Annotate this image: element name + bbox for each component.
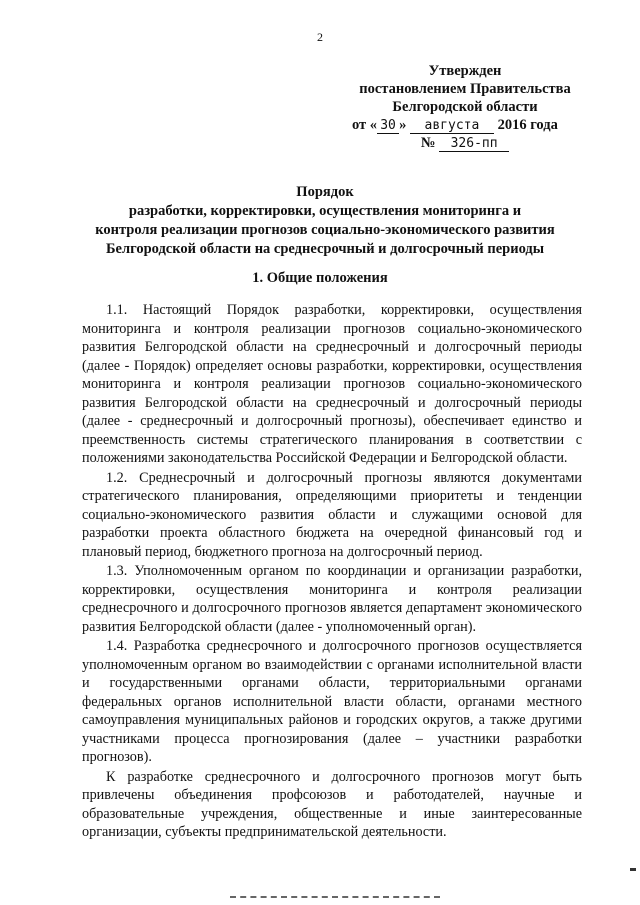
document-number: 326-пп <box>439 137 509 152</box>
paragraph-1-3: 1.3. Уполномоченным органом по координации и организации разработки, корректировки, осуществления мониторинга и контроля реализации среднесрочного и долгосрочного прогнозов является департамент экономического развития Белгородской области (далее - уполномоченный орган). <box>82 563 582 635</box>
title-line-3: контроля реализации прогнозов социально-экономического развития <box>95 222 555 238</box>
paragraph-1-1: 1.1. Настоящий Порядок разработки, корректировки, осуществления мониторинга и контроля реализации прогнозов социально-экономического развития Белгородской области на среднесрочный и долгосрочный периоды (далее - Порядок) определяет основы разработки, корректировки, осуществления мониторинга и контроля реализации прогнозов социально-экономического развития Белгородской области на среднесрочный и долгосрочный периоды (далее - среднесрочный и долгосрочный прогнозы), обеспечивает единство и преемственность системы стратегического планирования в соответствии с положениями законодательства Российской Федерации и Белгородской области. <box>82 302 582 466</box>
date-year: 2016 <box>497 117 527 133</box>
date-prefix: от « <box>352 117 378 133</box>
date-mid: » <box>399 117 407 133</box>
date-month: августа <box>410 119 494 134</box>
page-number: 2 <box>317 30 323 44</box>
paragraph-1-2: 1.2. Среднесрочный и долгосрочный прогнозы являются документами стратегического планирования, определяющими приоритеты и тенденции социально-экономического развития области и служащими основой для разработки проекта областного бюджета на очередной финансовый год и плановый период, бюджетного прогноза на долгосрочный период. <box>82 469 582 560</box>
number-label: № <box>420 135 436 151</box>
approval-line-2: постановлением Правительства <box>359 81 571 97</box>
paragraph-1-4: 1.4. Разработка среднесрочного и долгосрочного прогнозов осуществляется уполномоченным органом во взаимодействии с органами исполнительной власти и государственными органами области, территориальными органами федеральных органов исполнительной власти области, органами местного самоуправления муниципальных районов и городских округов, а также другими участниками процесса прогнозирования (далее – участники разработки прогнозов). <box>82 638 582 765</box>
approval-number <box>340 134 590 152</box>
margin-mark <box>630 868 636 871</box>
section-heading: 1. Общие положения <box>252 270 388 286</box>
date-day: 30 <box>377 119 399 134</box>
approval-date <box>340 116 590 134</box>
title-line-1: Порядок <box>296 184 354 200</box>
scan-artifact <box>230 896 440 901</box>
section-body <box>82 301 582 843</box>
document-title <box>60 183 590 259</box>
date-year-suffix: года <box>530 117 558 133</box>
paragraph-1-4-note: К разработке среднесрочного и долгосрочного прогнозов могут быть привлечены объединения профсоюзов и работодателей, научные и образовательные учреждения, общественные и иные заинтересованные организации, субъекты предпринимательской деятельности. <box>82 768 582 840</box>
title-line-4: Белгородской области на среднесрочный и долгосрочный периоды <box>105 241 545 257</box>
approval-line-3: Белгородской области <box>392 99 538 115</box>
title-line-2: разработки, корректировки, осуществления мониторинга и <box>128 203 522 219</box>
approval-stamp <box>340 62 590 152</box>
approval-line-1: Утвержден <box>428 63 502 79</box>
